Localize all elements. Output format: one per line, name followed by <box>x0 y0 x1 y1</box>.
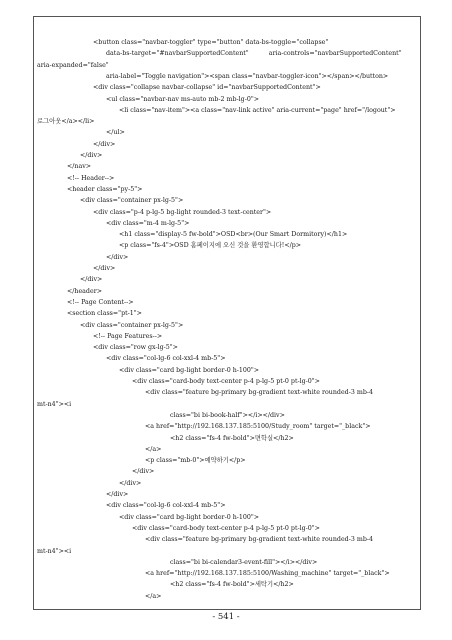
code-line: <div class="row gx-lg-5"> <box>93 344 178 352</box>
code-line: <section class="pt-1"> <box>67 310 142 318</box>
code-line: <div class="feature bg-primary bg-gradient text-white rounded-3 mb-4 <box>145 536 373 544</box>
code-line: </header> <box>67 287 102 295</box>
code-line: mt-n4"><i <box>37 400 72 408</box>
code-line: 로그아웃</a></li> <box>37 118 95 126</box>
code-line: <header class="py-5"> <box>67 185 143 193</box>
code-listing-box <box>33 16 421 610</box>
code-line: </div> <box>93 140 116 148</box>
code-line: <!-- Header--> <box>67 174 115 182</box>
code-line: aria-label="Toggle navigation"><span class="navbar-toggler-icon"></span></button> <box>106 72 389 80</box>
code-line: <ul class="navbar-nav ms-auto mb-2 mb-lg-0"> <box>106 95 260 103</box>
code-line: </div> <box>119 479 142 487</box>
code-line: <div class="container px-lg-5"> <box>80 197 184 205</box>
code-line: </nav> <box>67 163 92 171</box>
code-line: </div> <box>106 253 129 261</box>
code-line: <div class="card-body text-center p-4 p-lg-5 pt-0 pt-lg-0"> <box>132 378 320 385</box>
code-line: </div> <box>80 152 103 159</box>
code-line: </ul> <box>106 129 125 137</box>
code-line: mt-n4"><i <box>37 547 72 555</box>
code-line: class="bi bi-calendar3-event-fill"></i></div> <box>170 558 318 566</box>
code-line: <div class="card bg-light border-0 h-100"> <box>119 513 260 521</box>
code-line: </div> <box>132 468 155 476</box>
code-line: <li class="nav-item"><a class="nav-link active" aria-current="page" href="/logout"> <box>119 106 396 114</box>
code-line: </a> <box>145 445 162 453</box>
code-line: <h2 class="fs-4 fw-bold">세탁기</h2> <box>170 581 294 589</box>
code-line: <div class="container px-lg-5"> <box>80 321 184 329</box>
code-line: <a href="http://192.168.137.185:5100/Washing_machine" target="_black"> <box>145 570 390 578</box>
code-line: <!-- Page Content--> <box>67 298 134 306</box>
code-line: <h1 class="display-5 fw-bold">OSD<br>(Our Smart Dormitory)</h1> <box>119 231 348 239</box>
code-line: </div> <box>80 276 103 284</box>
code-line: <div class="m-4 m-lg-5"> <box>106 219 190 227</box>
code-line: <div class="col-lg-6 col-xxl-4 mb-5"> <box>106 502 226 510</box>
code-line: <p class="fs-4">OSD 홈페이지에 오신 것을 환영합니다!</p> <box>119 242 302 250</box>
code-line: aria-expanded="false" <box>37 61 109 69</box>
code-line: </div> <box>93 265 116 272</box>
code-line: <h2 class="fs-4 fw-bold">면학실</h2> <box>170 434 294 442</box>
code-line: <div class="collapse navbar-collapse" id="navbarSupportedContent"> <box>93 84 321 92</box>
code-line: <div class="p-4 p-lg-5 bg-light rounded-3 text-center"> <box>93 208 272 216</box>
code-line: class="bi bi-book-half"></i></div> <box>170 411 285 419</box>
code-line: <div class="card bg-light border-0 h-100"> <box>119 366 260 374</box>
code-line: <div class="card-body text-center p-4 p-lg-5 pt-0 pt-lg-0"> <box>132 524 320 532</box>
code-line: <a href="http://192.168.137.185:5100/Study_room" target="_black"> <box>145 423 371 431</box>
code-line: <p class="mb-0">예약하기</p> <box>145 457 246 465</box>
code-line: <button class="navbar-toggler" type="button" data-bs-toggle="collapse" <box>93 39 329 46</box>
code-line: <!-- Page Features--> <box>93 332 163 340</box>
code-line: </div> <box>106 491 129 498</box>
code-line: data-bs-target="#navbarSupportedContent" aria-controls="navbarSupportedContent" <box>106 50 402 58</box>
code-line: <div class="col-lg-6 col-xxl-4 mb-5"> <box>106 355 226 363</box>
page-number: - 541 - <box>212 612 240 622</box>
code-line: </a> <box>145 592 162 600</box>
code-line: <div class="feature bg-primary bg-gradient text-white rounded-3 mb-4 <box>145 389 373 397</box>
